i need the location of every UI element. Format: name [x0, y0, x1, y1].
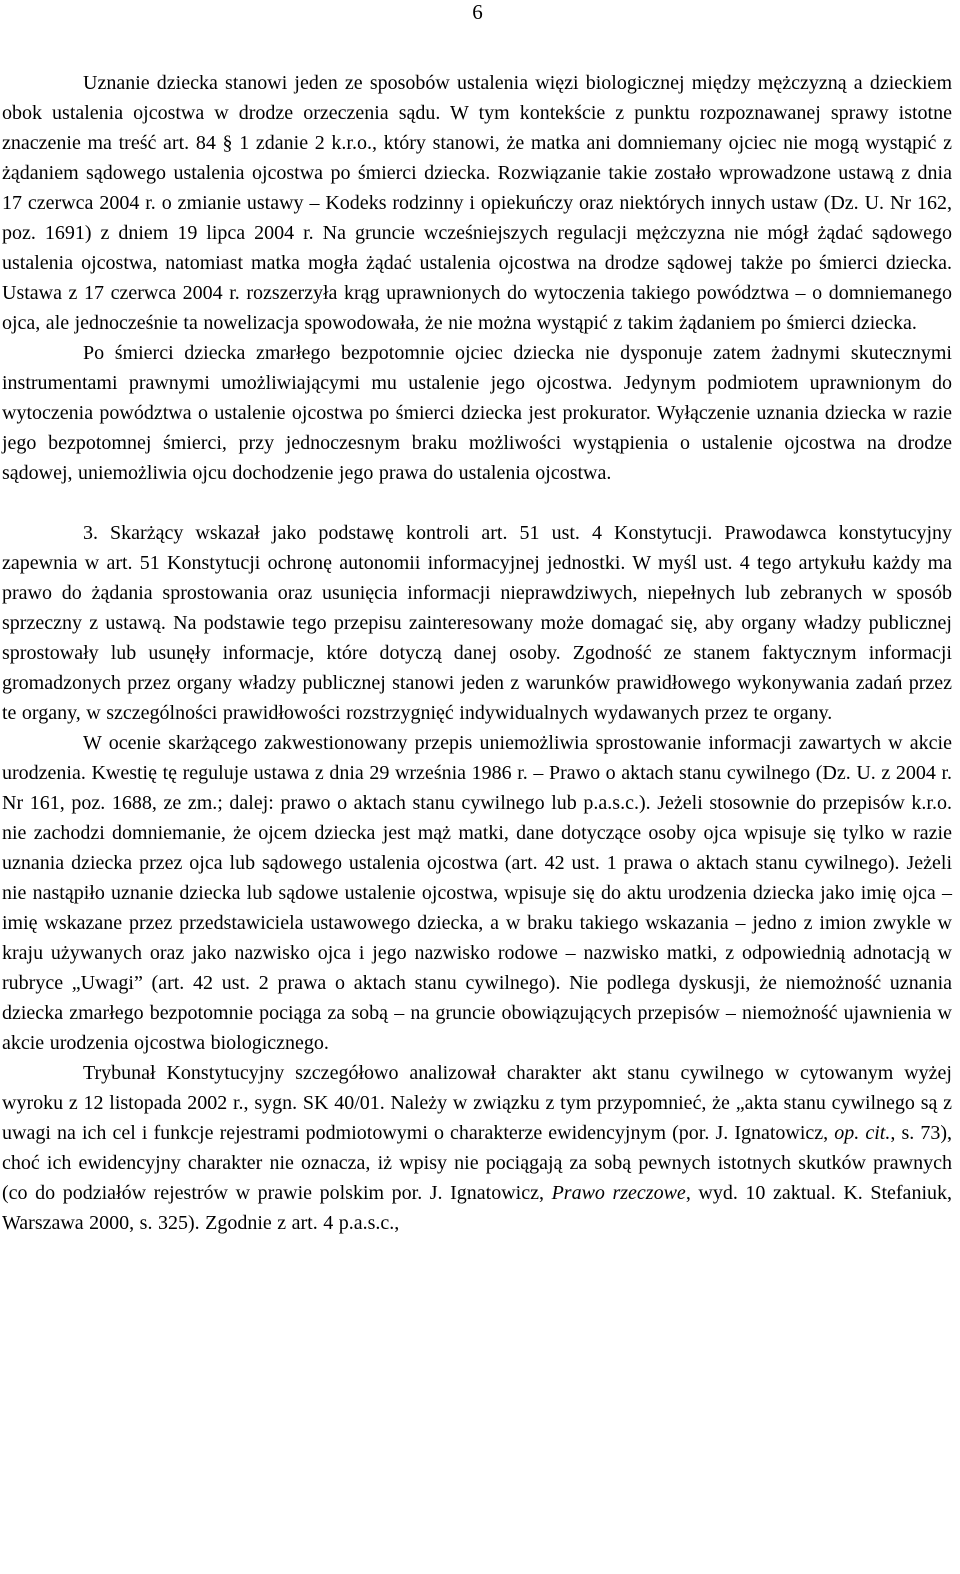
paragraph-trybunal-analiza	[2, 1058, 952, 1238]
text-segment: , wyd. 10 zaktual. K. Stefaniuk, Warszawa 2000, s. 325). Zgodnie z art. 4 p.a.s.c.,	[2, 1182, 952, 1234]
document-body	[2, 68, 952, 1238]
section-spacer	[2, 488, 952, 518]
paragraph-smierc-dziecka: Po śmierci dziecka zmarłego bezpotomnie ojciec dziecka nie dysponuje zatem żadnymi skutecznymi instrumentami prawnymi umożliwiającymi mu ustalenie jego ojcostwa. Jedynym podmiotem uprawnionym do wytoczenia powództwa o ustalenie ojcostwa po śmierci dziecka jest prokurator. Wyłączenie uznania dziecka w razie jego bezpotomnej śmierci, przy jednoczesnym braku możliwości wystąpienia o ustalenie ojcostwa na drodze sądowej, uniemożliwia ojcu dochodzenie jego prawa do ustalenia ojcostwa.	[2, 342, 952, 484]
paragraph-ocena-skarzacego: W ocenie skarżącego zakwestionowany przepis uniemożliwia sprostowanie informacji zawartych w akcie urodzenia. Kwestię tę reguluje ustawa z dnia 29 września 1986 r. – Prawo o aktach stanu cywilnego (Dz. U. z 2004 r. Nr 161, poz. 1688, ze zm.; dalej: prawo o aktach stanu cywilnego lub p.a.s.c.). Jeżeli stosownie do przepisów k.r.o. nie zachodzi domniemanie, że ojcem dziecka jest mąż matki, dane dotyczące osoby ojca wpisuje się tylko w razie uznania dziecka przez ojca lub sądowego ustalenia ojcostwa (art. 42 ust. 1 prawa o aktach stanu cywilnego). Jeżeli nie nastąpiło uznanie dziecka lub sądowe ustalenie ojcostwa, wpisuje się do aktu urodzenia dziecka jako imię ojca – imię wskazane przez przedstawiciela ustawowego dziecka, a w braku takiego wskazania – jedno z imion zwykle w kraju używanych oraz jako nazwisko ojca i jego nazwisko rodowe – nazwisko matki, z odpowiednią adnotacją w rubryce „Uwagi” (art. 42 ust. 2 prawa o aktach stanu cywilnego). Nie podlega dyskusji, że niemożność uznania dziecka zmarłego bezpotomnie pociąga za sobą – na gruncie obowiązujących przepisów – niemożność ujawnienia w akcie urodzenia ojcostwa biologicznego.	[2, 732, 952, 1054]
page-number: 6	[472, 0, 483, 24]
paragraph-uznanie-dziecka: Uznanie dziecka stanowi jeden ze sposobów ustalenia więzi biologicznej między mężczyzną a dzieckiem obok ustalenia ojcostwa w drodze orzeczenia sądu. W tym kontekście z punktu rozpoznawanej sprawy istotne znaczenie ma treść art. 84 § 1 zdanie 2 k.r.o., który stanowi, że matka ani domniemany ojciec nie mogą wystąpić z żądaniem sądowego ustalenia ojcostwa po śmierci dziecka. Rozwiązanie takie zostało wprowadzone ustawą z dnia 17 czerwca 2004 r. o zmianie ustawy – Kodeks rodzinny i opiekuńczy oraz niektórych innych ustaw (Dz. U. Nr 162, poz. 1691) z dniem 19 lipca 2004 r. Na gruncie wcześniejszych regulacji mężczyzna nie mógł żądać sądowego ustalenia ojcostwa, natomiast matka mogła żądać ustalenia ojcostwa na drodze sądowej także po śmierci dziecka. Ustawa z 17 czerwca 2004 r. rozszerzyła krąg uprawnionych do wytoczenia takiego powództwa – o domniemanego ojca, ale jednocześnie ta nowelizacja spowodowała, że nie można wystąpić z takim żądaniem po śmierci dziecka.	[2, 72, 952, 334]
text-segment: Trybunał Konstytucyjny szczegółowo analizował charakter akt stanu cywilnego w cytowanym wyżej wyroku z 12 listopada 2002 r., sygn. SK 40/01. Należy w związku z tym przypomnieć, że „akta stanu cywilnego są z uwagi na ich cel i funkcje rejestrami podmiotowymi o charakterze ewidencyjnym (por. J. Ignatowicz,	[2, 1062, 952, 1144]
citation-op-cit: op. cit.	[834, 1122, 891, 1144]
paragraph-podstawa-kontroli: 3. Skarżący wskazał jako podstawę kontroli art. 51 ust. 4 Konstytucji. Prawodawca konstytucyjny zapewnia w art. 51 Konstytucji ochronę autonomii informacyjnej jednostki. W myśl ust. 4 tego artykułu każdy ma prawo do żądania sprostowania oraz usunięcia informacji nieprawdziwych, niepełnych lub zebranych w sposób sprzeczny z ustawą. Na podstawie tego przepisu zainteresowany może domagać się, aby organy władzy publicznej sprostowały lub usunęły informacje, które dotyczą danej osoby. Zgodność ze stanem faktycznym informacji gromadzonych przez organy władzy publicznej stanowi jeden z warunków prawidłowego wykonywania zadań przez te organy, w szczególności prawidłowości rozstrzygnięć indywidualnych wydawanych przez te organy.	[2, 522, 952, 724]
text-segment: , s. 73), choć ich ewidencyjny charakter nie oznacza, iż wpisy nie pociągają za sobą pewnych istotnych skutków prawnych (co do podziałów rejestrów w prawie polskim por. J. Ignatowicz,	[2, 1122, 952, 1204]
citation-title: Prawo rzeczowe	[551, 1182, 686, 1204]
